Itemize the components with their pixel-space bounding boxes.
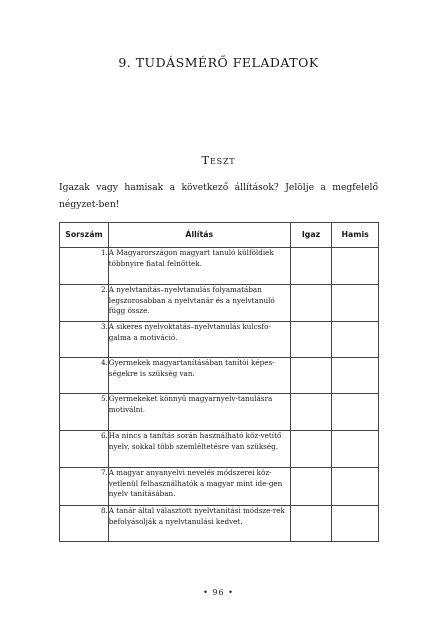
row-number: 6. bbox=[60, 431, 109, 468]
table-row bbox=[60, 506, 379, 542]
table-row bbox=[60, 285, 379, 322]
row-statement: A magyar anyanyelvi nevelés módszerei köz-vetlenül felhasználhatók a magyar mint ide-gen nyelv tanításában. bbox=[108, 468, 290, 506]
false-checkbox[interactable] bbox=[332, 431, 379, 468]
row-statement: A nyelvtanítás–nyelvtanulás folyamatában legszorosabban a nyelvtanár és a nyelvtanuló függ össze. bbox=[108, 285, 290, 322]
row-statement: A sikeres nyelvoktatás–nyelvtanulás kulcsfo-galma a motiváció. bbox=[108, 322, 290, 358]
header-statement: Állítás bbox=[108, 223, 290, 248]
table-row bbox=[60, 358, 379, 394]
false-checkbox[interactable] bbox=[332, 322, 379, 358]
row-number: 7. bbox=[60, 468, 109, 506]
instructions-text: Igazak vagy hamisak a következő állítások? Jelölje a megfelelő négyzet-ben! bbox=[59, 182, 378, 210]
page-number: • 96 • bbox=[203, 588, 234, 597]
row-statement: Gyermekeket könnyű magyarnyelv-tanulásra motiválni. bbox=[108, 394, 290, 431]
true-checkbox[interactable] bbox=[290, 285, 332, 322]
false-checkbox[interactable] bbox=[332, 468, 379, 506]
false-checkbox[interactable] bbox=[332, 394, 379, 431]
row-statement: Gyermekek magyartanításában tanítói képes-ségekre is szükség van. bbox=[108, 358, 290, 394]
true-false-table bbox=[59, 222, 379, 542]
true-checkbox[interactable] bbox=[290, 248, 332, 285]
true-checkbox[interactable] bbox=[290, 394, 332, 431]
row-statement: A tanár által választott nyelvtanítási módsze-rek befolyásolják a nyelvtanulási kedvet. bbox=[108, 506, 290, 542]
row-statement: A Magyarországon magyart tanuló külföldiek többnyire fiatal felnőttek. bbox=[108, 248, 290, 285]
row-number: 8. bbox=[60, 506, 109, 542]
table-row bbox=[60, 431, 379, 468]
header-number: Sorszám bbox=[60, 223, 109, 248]
false-checkbox[interactable] bbox=[332, 248, 379, 285]
row-number: 4. bbox=[60, 358, 109, 394]
header-true: Igaz bbox=[290, 223, 332, 248]
true-checkbox[interactable] bbox=[290, 322, 332, 358]
row-number: 1. bbox=[60, 248, 109, 285]
true-checkbox[interactable] bbox=[290, 506, 332, 542]
chapter-title: 9. TUDÁSMÉRŐ FELADATOK bbox=[118, 55, 319, 70]
row-statement: Ha nincs a tanítás során használható köz-vetítő nyelv, sokkal több szemléltetésre van szükség. bbox=[108, 431, 290, 468]
true-checkbox[interactable] bbox=[290, 468, 332, 506]
false-checkbox[interactable] bbox=[332, 506, 379, 542]
table-header-row bbox=[60, 223, 379, 248]
table-row bbox=[60, 322, 379, 358]
row-number: 2. bbox=[60, 285, 109, 322]
header-false: Hamis bbox=[332, 223, 379, 248]
false-checkbox[interactable] bbox=[332, 358, 379, 394]
row-number: 5. bbox=[60, 394, 109, 431]
false-checkbox[interactable] bbox=[332, 285, 379, 322]
table-row bbox=[60, 394, 379, 431]
true-checkbox[interactable] bbox=[290, 431, 332, 468]
row-number: 3. bbox=[60, 322, 109, 358]
true-checkbox[interactable] bbox=[290, 358, 332, 394]
table-row bbox=[60, 248, 379, 285]
section-title: Teszt bbox=[201, 153, 236, 167]
table-row bbox=[60, 468, 379, 506]
